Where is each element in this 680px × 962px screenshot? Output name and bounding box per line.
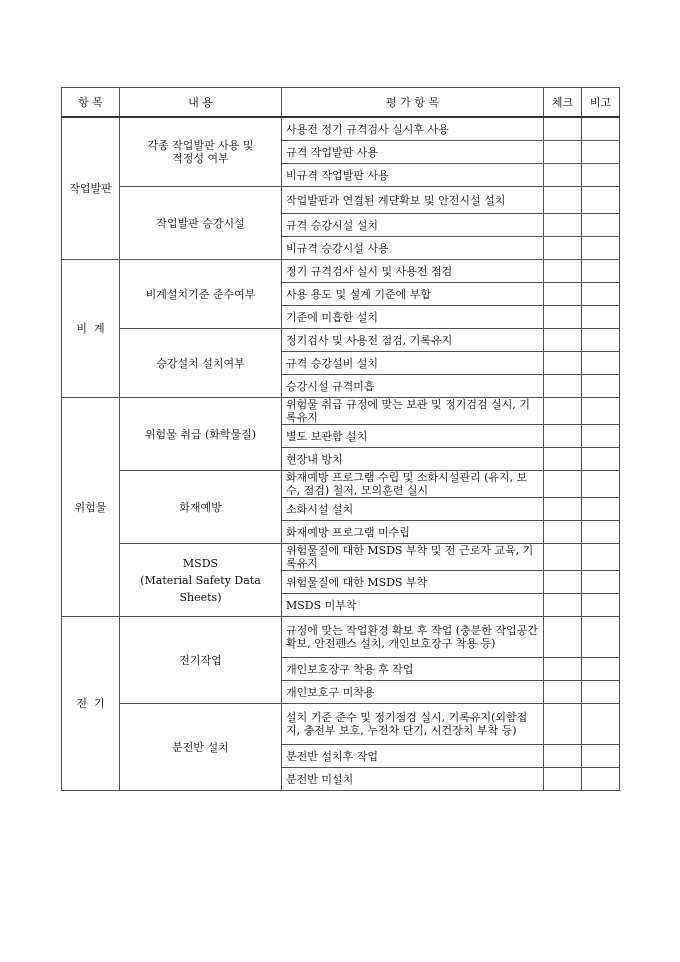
table-row [62,398,620,425]
note-cell[interactable] [582,745,620,768]
content-cell: 위험물 취급 (화학물질) [120,398,282,471]
check-cell[interactable] [544,544,582,571]
content-cell: 분전반 설치 [120,704,282,791]
check-cell[interactable] [544,448,582,471]
note-cell[interactable] [582,117,620,141]
note-cell[interactable] [582,187,620,214]
check-cell[interactable] [544,352,582,375]
check-cell[interactable] [544,471,582,498]
table-row [62,329,620,352]
item-cell: 화재예방 프로그램 미수립 [282,521,544,544]
item-cell: 분전반 설치후 작업 [282,745,544,768]
item-cell: 작업발판과 연결된 계단확보 및 안전시설 설치 [282,187,544,214]
check-cell[interactable] [544,260,582,283]
item-cell: 비규격 작업발판 사용 [282,164,544,187]
item-cell: 승강시설 규격미흡 [282,375,544,398]
check-cell[interactable] [544,745,582,768]
content-cell: 비계설치기준 준수여부 [120,260,282,329]
table-row [62,544,620,571]
note-cell[interactable] [582,306,620,329]
item-cell: 개인보호장구 착용 후 작업 [282,658,544,681]
item-cell: 설치 기준 준수 및 정기점검 실시, 기록유지(외함접지, 충전부 보호, 누전차 단기, 시건장치 부착 등) [282,704,544,745]
note-cell[interactable] [582,617,620,658]
check-cell[interactable] [544,498,582,521]
check-cell[interactable] [544,329,582,352]
table-row [62,704,620,745]
check-cell[interactable] [544,658,582,681]
check-cell[interactable] [544,594,582,617]
check-cell[interactable] [544,398,582,425]
check-cell[interactable] [544,375,582,398]
note-cell[interactable] [582,681,620,704]
header-row [62,88,620,118]
item-cell: 위험물질에 대한 MSDS 부착 및 전 근로자 교육, 기록유지 [282,544,544,571]
note-cell[interactable] [582,260,620,283]
category-cell: 작업발판 [62,117,120,260]
check-cell[interactable] [544,164,582,187]
item-cell: 기준에 미흡한 설치 [282,306,544,329]
note-cell[interactable] [582,471,620,498]
note-cell[interactable] [582,375,620,398]
item-cell: 규격 승강설비 설치 [282,352,544,375]
item-cell: 규격 승강시설 설치 [282,214,544,237]
item-cell: 분전반 미설치 [282,768,544,791]
check-cell[interactable] [544,283,582,306]
check-cell[interactable] [544,237,582,260]
item-cell: 정기검사 및 사용전 점검, 기록유지 [282,329,544,352]
note-cell[interactable] [582,398,620,425]
note-cell[interactable] [582,571,620,594]
item-cell: 소화시설 설치 [282,498,544,521]
note-cell[interactable] [582,141,620,164]
table-row [62,187,620,214]
note-cell[interactable] [582,448,620,471]
header-content: 내 용 [120,88,282,118]
category-cell: 비 계 [62,260,120,398]
note-cell[interactable] [582,594,620,617]
content-cell: 각종 작업발판 사용 및 적정성 여부 [120,117,282,187]
note-cell[interactable] [582,237,620,260]
check-cell[interactable] [544,521,582,544]
item-cell: 정기 규격검사 실시 및 사용전 점검 [282,260,544,283]
note-cell[interactable] [582,704,620,745]
item-cell: 사용전 정기 규격검사 실시후 사용 [282,117,544,141]
header-note: 비고 [582,88,620,118]
content-cell: MSDS (Material Safety Data Sheets) [120,544,282,617]
header-category: 항 목 [62,88,120,118]
evaluation-checklist-table [61,87,620,791]
table-row [62,617,620,658]
item-cell: 규격 작업발판 사용 [282,141,544,164]
note-cell[interactable] [582,521,620,544]
check-cell[interactable] [544,141,582,164]
content-cell: 전기작업 [120,617,282,704]
content-cell: 승강설치 설치여부 [120,329,282,398]
note-cell[interactable] [582,164,620,187]
note-cell[interactable] [582,658,620,681]
check-cell[interactable] [544,214,582,237]
item-cell: 개인보호구 미착용 [282,681,544,704]
note-cell[interactable] [582,768,620,791]
content-cell: 화재예방 [120,471,282,544]
item-cell: MSDS 미부착 [282,594,544,617]
note-cell[interactable] [582,498,620,521]
item-cell: 규정에 맞는 작업환경 확보 후 작업 (충분한 작업공간 확보, 안전펜스 설치, 개인보호장구 착용 등) [282,617,544,658]
item-cell: 현장내 방치 [282,448,544,471]
note-cell[interactable] [582,544,620,571]
note-cell[interactable] [582,214,620,237]
content-cell: 작업발판 승강시설 [120,187,282,260]
check-cell[interactable] [544,768,582,791]
check-cell[interactable] [544,187,582,214]
item-cell: 화재예방 프로그램 수립 및 소화시설관리 (유지, 보수, 점검) 철저, 모의훈련 실시 [282,471,544,498]
check-cell[interactable] [544,425,582,448]
check-cell[interactable] [544,117,582,141]
table-row [62,117,620,141]
check-cell[interactable] [544,306,582,329]
header-check: 체크 [544,88,582,118]
note-cell[interactable] [582,352,620,375]
item-cell: 비규격 승강시설 사용 [282,237,544,260]
table-row [62,471,620,498]
header-items: 평 가 항 목 [282,88,544,118]
note-cell[interactable] [582,283,620,306]
item-cell: 위험물 취급 규정에 맞는 보관 및 정기검검 실시, 기록유지 [282,398,544,425]
item-cell: 위험물질에 대한 MSDS 부착 [282,571,544,594]
category-cell: 전 기 [62,617,120,791]
check-cell[interactable] [544,617,582,658]
check-cell[interactable] [544,704,582,745]
table-row [62,260,620,283]
category-cell: 위험물 [62,398,120,617]
check-cell[interactable] [544,681,582,704]
item-cell: 별도 보관함 설치 [282,425,544,448]
check-cell[interactable] [544,571,582,594]
note-cell[interactable] [582,329,620,352]
item-cell: 사용 용도 및 설계 기준에 부합 [282,283,544,306]
note-cell[interactable] [582,425,620,448]
